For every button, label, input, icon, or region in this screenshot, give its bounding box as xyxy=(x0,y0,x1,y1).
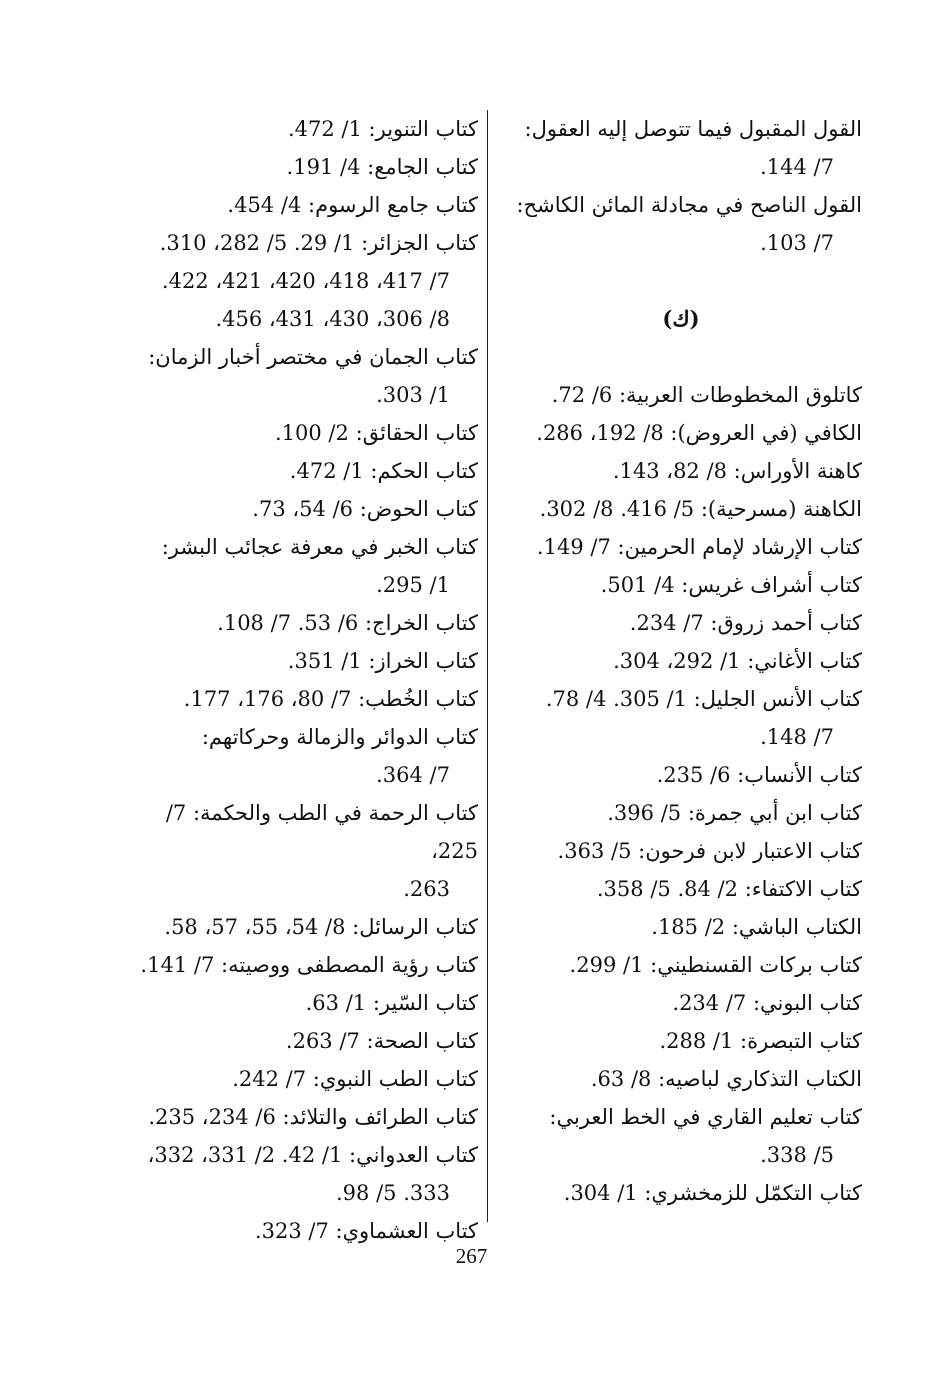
index-entry: كتاب الاكتفاء: 2/ 84. 5/ 358. xyxy=(596,877,862,901)
column-divider xyxy=(487,110,488,1222)
index-entry: كتاب رؤية المصطفى ووصيته: 7/ 141. xyxy=(140,953,478,977)
index-entry-continuation: 7/ 144. xyxy=(760,155,834,179)
index-entry: الكافي (في العروض): 8/ 192، 286. xyxy=(536,421,862,445)
index-entry: كتاب تعليم القاري في الخط العربي: xyxy=(549,1105,862,1129)
index-entry: كتاب الاعتبار لابن فرحون: 5/ 363. xyxy=(557,839,862,863)
index-entry-continuation: 333. 5/ 98. xyxy=(335,1181,450,1205)
index-entry: كتاب الأنس الجليل: 1/ 305. 4/ 78. xyxy=(545,687,862,711)
index-entry-continuation: 7/ 103. xyxy=(760,231,834,255)
index-entry-continuation: 1/ 303. xyxy=(376,383,450,407)
index-entry: كتاب الخبر في معرفة عجائب البشر: xyxy=(161,535,478,559)
index-entry: كتاب الخراز: 1/ 351. xyxy=(287,649,478,673)
index-entry: كتاب أشراف غريس: 4/ 501. xyxy=(600,573,862,597)
index-entry-continuation: 8/ 306، 430، 431، 456. xyxy=(215,307,450,331)
index-entry: كتاب العدواني: 1/ 42. 2/ 331، 332، xyxy=(147,1143,478,1167)
index-entry: كاتلوق المخطوطات العربية: 6/ 72. xyxy=(551,383,862,407)
index-entry: الكتاب الباشي: 2/ 185. xyxy=(651,915,862,939)
index-entry: كتاب الجمان في مختصر أخبار الزمان: xyxy=(148,345,478,369)
index-entry: كاهنة الأوراس: 8/ 82، 143. xyxy=(612,459,862,483)
index-entry: كتاب الخراج: 6/ 53. 7/ 108. xyxy=(217,611,478,635)
index-entry: الكتاب التذكاري لباصيه: 8/ 63. xyxy=(590,1067,862,1091)
index-entry: كتاب الدوائر والزمالة وحركاتهم: xyxy=(201,725,478,749)
index-entry: كتاب أحمد زروق: 7/ 234. xyxy=(629,611,862,635)
index-entry: كتاب الجامع: 4/ 191. xyxy=(286,155,478,179)
index-entry: كتاب الأغاني: 1/ 292، 304. xyxy=(613,649,862,673)
index-entry: كتاب جامع الرسوم: 4/ 454. xyxy=(227,193,478,217)
index-entry: القول الناصح في مجادلة المائن الكاشح: xyxy=(516,193,862,217)
right-index-column xyxy=(500,110,862,1212)
index-entry: كتاب التنوير: 1/ 472. xyxy=(287,117,478,141)
index-entry: كتاب بركات القسنطيني: 1/ 299. xyxy=(569,953,862,977)
index-entry: كتاب التبصرة: 1/ 288. xyxy=(659,1029,862,1053)
index-entry: كتاب ابن أبي جمرة: 5/ 396. xyxy=(607,801,862,825)
index-entry-continuation: 5/ 338. xyxy=(760,1143,834,1167)
index-entry: كتاب الطرائف والتلائد: 6/ 234، 235. xyxy=(148,1105,478,1129)
section-heading: (ك) xyxy=(662,306,700,331)
index-entry: كتاب العشماوي: 7/ 323. xyxy=(254,1219,478,1243)
index-entry: كتاب البوني: 7/ 234. xyxy=(672,991,862,1015)
index-entry: كتاب الحوض: 6/ 54، 73. xyxy=(252,497,478,521)
index-entry: كتاب الخُطب: 7/ 80، 176، 177. xyxy=(183,687,478,711)
index-entry: كتاب الجزائر: 1/ 29. 5/ 282، 310. xyxy=(159,231,478,255)
index-entry: كتاب الصحة: 7/ 263. xyxy=(285,1029,478,1053)
index-entry: كتاب الرحمة في الطب والحكمة: 7/ 225، xyxy=(165,801,478,863)
index-entry: كتاب الإرشاد لإمام الحرمين: 7/ 149. xyxy=(536,535,862,559)
index-entry: القول المقبول فيما تتوصل إليه العقول: xyxy=(524,117,862,141)
index-entry-continuation: 1/ 295. xyxy=(376,573,450,597)
index-entry: كتاب التكمّل للزمخشري: 1/ 304. xyxy=(563,1181,862,1205)
index-entry: الكاهنة (مسرحية): 5/ 416. 8/ 302. xyxy=(539,497,862,521)
index-entry: كتاب الطب النبوي: 7/ 242. xyxy=(232,1067,478,1091)
index-entry: كتاب الحقائق: 2/ 100. xyxy=(274,421,478,445)
page-number: 267 xyxy=(455,1244,488,1268)
index-entry-continuation: 7/ 417، 418، 420، 421، 422. xyxy=(161,269,450,293)
index-entry: كتاب الرسائل: 8/ 54، 55، 57، 58. xyxy=(164,915,478,939)
index-entry-continuation: 263. xyxy=(403,877,450,901)
index-entry: كتاب الحكم: 1/ 472. xyxy=(289,459,478,483)
index-entry: كتاب السّير: 1/ 63. xyxy=(305,991,478,1015)
index-entry: كتاب الأنساب: 6/ 235. xyxy=(656,763,862,787)
left-index-column xyxy=(120,110,478,1250)
index-entry-continuation: 7/ 364. xyxy=(376,763,450,787)
index-entry-continuation: 7/ 148. xyxy=(760,725,834,749)
